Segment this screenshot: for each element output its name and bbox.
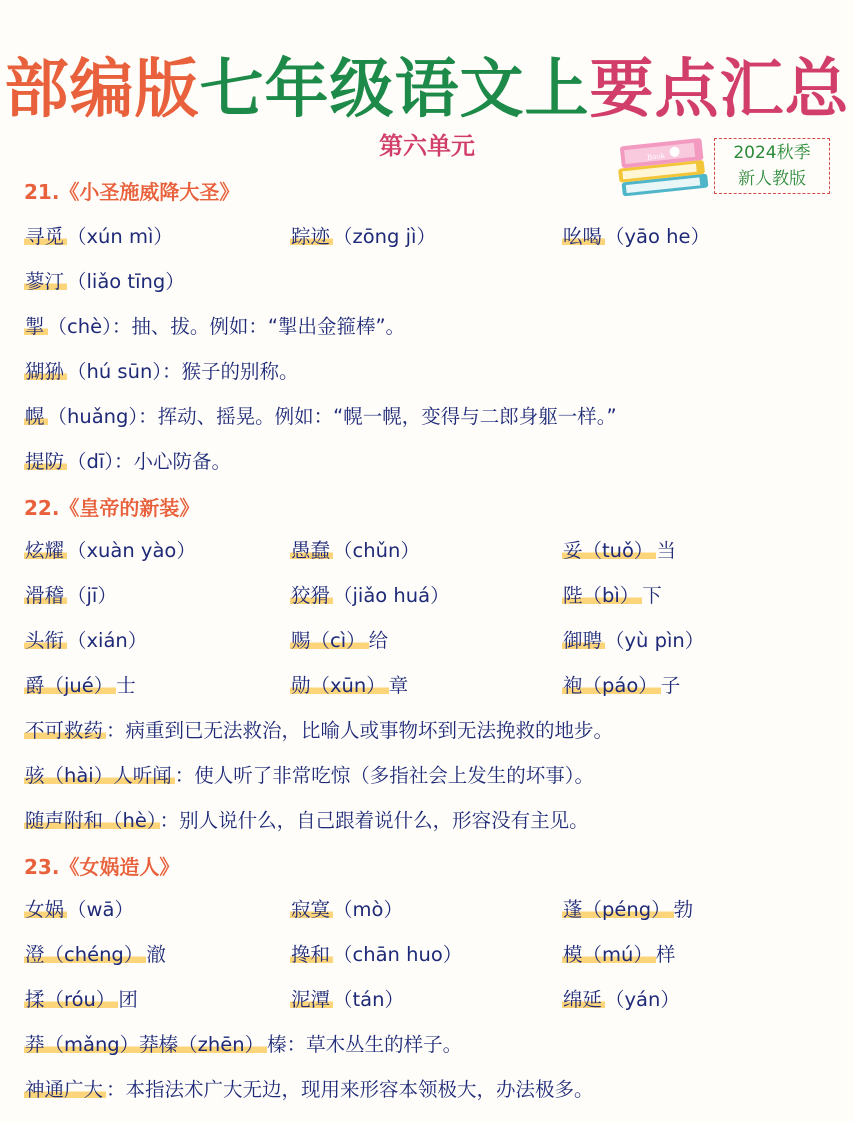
term: 妥（tuǒ） 当 bbox=[563, 539, 676, 562]
term: 泥潭 （tán） bbox=[291, 988, 404, 1011]
term: 模（mú） 样 bbox=[563, 943, 676, 966]
definition-line: 神通广大 ：本指法术广大无边，现用来形容本领极大，办法极多。 bbox=[25, 1078, 594, 1101]
term: 炫耀 （xuàn yào） bbox=[25, 539, 196, 562]
stamp-line-2: 新人教版 bbox=[738, 169, 806, 189]
term: 愚蠢 （chǔn） bbox=[291, 539, 420, 562]
edition-stamp bbox=[714, 138, 830, 194]
term: 赐（cì） 给 bbox=[291, 629, 389, 652]
term: 揉（róu） 团 bbox=[25, 988, 138, 1011]
title-part-2: 七年级语文上 bbox=[199, 52, 590, 127]
term: 女娲 （wā） bbox=[25, 898, 134, 921]
section-21-title: 21.《小圣施威降大圣》 bbox=[24, 180, 240, 204]
title-part-3: 要点汇总 bbox=[589, 52, 850, 127]
definition-line: 不可救药 ：病重到已无法救治，比喻人或事物坏到无法挽救的地步。 bbox=[25, 719, 614, 742]
book-label: Book bbox=[646, 151, 666, 162]
term: 蓬（péng） 勃 bbox=[563, 898, 694, 921]
definition-line: 幌 （huǎng）：挥动、摇晃。例如：“幌一幌，变得与二郎身躯一样。” bbox=[25, 405, 617, 428]
term: 踪迹 （zōng jì） bbox=[291, 225, 436, 248]
term: 袍（páo） 子 bbox=[563, 674, 681, 697]
term: 勋（xūn） 章 bbox=[291, 674, 409, 697]
term: 澄（chéng） 澈 bbox=[25, 943, 166, 966]
books-icon bbox=[614, 126, 714, 202]
page-title bbox=[0, 52, 854, 128]
definition-line: 提防 （dī）：小心防备。 bbox=[25, 450, 232, 473]
definition-line: 骇（hài）人听闻 ：使人听了非常吃惊（多指社会上发生的坏事）。 bbox=[25, 764, 594, 787]
term: 蓼汀 （liǎo tīng） bbox=[25, 270, 185, 293]
definition-line: 猢狲 （hú sūn）：猴子的别称。 bbox=[25, 360, 299, 383]
term: 头衔 （xián） bbox=[25, 629, 148, 652]
term: 爵（jué） 士 bbox=[25, 674, 136, 697]
stamp-line-1: 2024秋季 bbox=[733, 143, 811, 163]
term: 吆喝 （yāo he） bbox=[563, 225, 710, 248]
term: 狡猾 （jiǎo huá） bbox=[291, 584, 450, 607]
term: 寻觅 （xún mì） bbox=[25, 225, 173, 248]
definition-line: 随声附和（hè） ：别人说什么，自己跟着说什么，形容没有主见。 bbox=[25, 809, 589, 832]
term: 寂寞 （mò） bbox=[291, 898, 403, 921]
term: 搀和 （chān huo） bbox=[291, 943, 463, 966]
title-part-1: 部编版 bbox=[4, 52, 200, 127]
unit-subtitle: 第六单元 bbox=[379, 132, 475, 160]
term: 滑稽 （jī） bbox=[25, 584, 117, 607]
term: 御聘 （yù pìn） bbox=[563, 629, 705, 652]
section-22-title: 22.《皇帝的新装》 bbox=[24, 496, 200, 520]
definition-line: 莽（mǎng）莽榛（zhēn） 榛：草木丛生的样子。 bbox=[25, 1033, 463, 1056]
term: 绵延 （yán） bbox=[563, 988, 680, 1011]
definition-line: 掣 （chè）：抽、拔。例如：“掣出金箍棒”。 bbox=[25, 315, 406, 338]
section-23-title: 23.《女娲造人》 bbox=[24, 855, 180, 879]
term: 陛（bì） 下 bbox=[563, 584, 662, 607]
